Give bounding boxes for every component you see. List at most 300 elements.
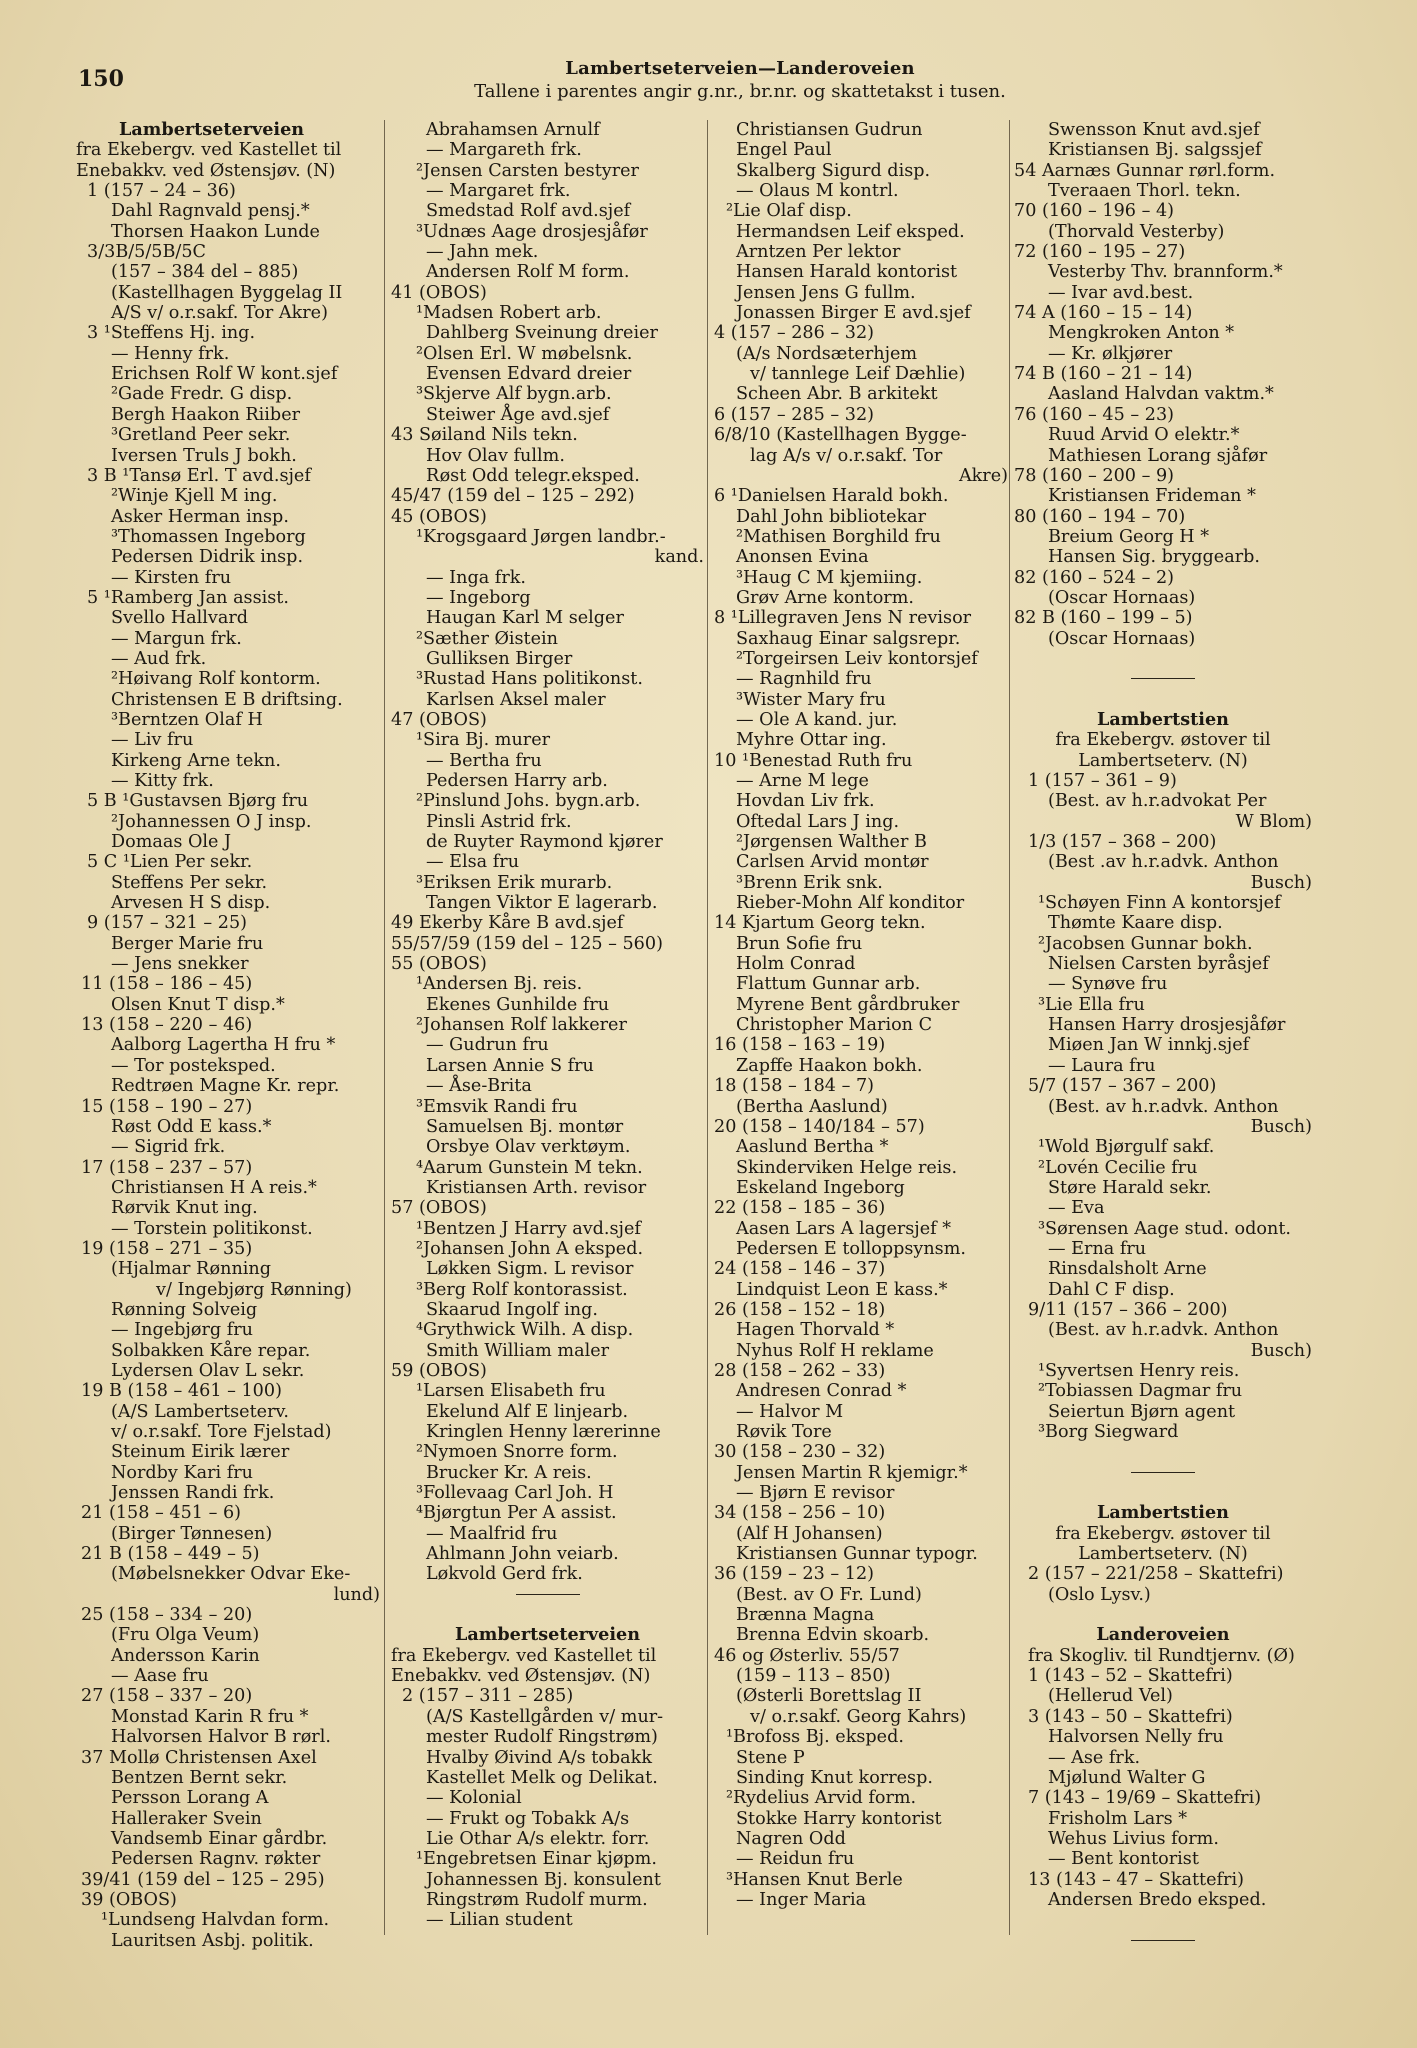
directory-line	[1014, 1727, 1312, 1747]
directory-line	[714, 1361, 1008, 1381]
column-4	[1014, 120, 1312, 1951]
directory-line	[714, 1402, 1008, 1422]
directory-line	[714, 1849, 1008, 1869]
entry-text: Dahl C F disp.	[1048, 1279, 1175, 1300]
directory-line	[1014, 588, 1312, 608]
directory-line	[391, 1097, 704, 1117]
directory-line	[714, 1809, 1008, 1829]
directory-line	[391, 954, 704, 974]
entry-text: ³Borg Siegward	[1038, 1422, 1179, 1442]
entry-text: Ruud Arvid O elektr.*	[1048, 425, 1240, 446]
entry-text: 55/57/59 (159 del – 125 – 560)	[391, 933, 663, 954]
entry-text: (159 – 113 – 850)	[736, 1666, 891, 1687]
entry-text: — Halvor M	[736, 1401, 844, 1422]
directory-line	[76, 446, 380, 466]
entry-text: Engel Paul	[736, 140, 832, 161]
entry-text: 11 (158 – 186 – 45)	[81, 974, 253, 995]
directory-line	[1014, 873, 1312, 893]
street-heading	[1014, 710, 1312, 730]
directory-line	[391, 303, 704, 323]
directory-line	[1014, 262, 1312, 282]
entry-text: — Åse-Brita	[426, 1076, 532, 1097]
entry-text: fra Ekebergv. ved Kastellet til	[391, 1645, 657, 1666]
entry-text: 5 C ¹Lien Per sekr.	[87, 852, 253, 873]
entry-text: Løkvold Gerd frk.	[426, 1564, 583, 1585]
directory-line	[1014, 771, 1312, 791]
entry-text: ⁴Bjørgtun Per A assist.	[416, 1503, 617, 1524]
directory-line	[1014, 1585, 1312, 1605]
directory-line	[391, 344, 704, 364]
directory-line	[714, 832, 1008, 852]
directory-line	[714, 1158, 1008, 1178]
column-divider	[384, 120, 385, 1935]
directory-line	[1014, 974, 1312, 994]
directory-line	[714, 303, 1008, 323]
directory-line	[714, 1097, 1008, 1117]
entry-text: fra Ekebergv. østover til	[1055, 730, 1271, 751]
entry-text: 15 (158 – 190 – 27)	[81, 1096, 253, 1117]
entry-text: — Inga frk.	[426, 567, 526, 588]
entry-text: Solbakken Kåre repar.	[111, 1340, 311, 1361]
entry-text: 27 (158 – 337 – 20)	[81, 1686, 253, 1707]
directory-line	[391, 1707, 704, 1727]
directory-line	[391, 384, 704, 404]
directory-line	[76, 1097, 380, 1117]
entry-text: ³Haug C M kjemiing.	[736, 567, 923, 588]
entry-text: Iversen Truls J bokh.	[111, 445, 297, 466]
entry-text: ³Emsvik Randi fru	[416, 1096, 578, 1117]
entry-text: Wehus Livius form.	[1048, 1828, 1219, 1849]
entry-text: Andersen Bredo ekspеd.	[1048, 1889, 1267, 1910]
directory-line	[1014, 1910, 1312, 1930]
directory-line	[391, 323, 704, 343]
entry-text: — Gudrun fru	[426, 1035, 549, 1056]
entry-text: — Aase fru	[111, 1666, 209, 1687]
entry-text: Sinding Knut korresp.	[736, 1767, 933, 1788]
directory-line	[1014, 791, 1312, 811]
entry-text: Dahlberg Sveinung dreier	[426, 323, 658, 344]
entry-text: Ahlmann John veiarb.	[426, 1544, 619, 1565]
directory-line	[1014, 222, 1312, 242]
directory-line	[714, 507, 1008, 527]
section-rule	[1014, 669, 1312, 689]
directory-line	[391, 771, 704, 791]
directory-line	[1014, 1239, 1312, 1259]
directory-line	[714, 608, 1008, 628]
directory-line	[76, 1625, 380, 1645]
entry-text: Christiansen H A reis.*	[111, 1177, 317, 1198]
directory-line	[714, 1829, 1008, 1849]
entry-text: — Kitty frk.	[111, 771, 214, 791]
entry-text: 7 (143 – 19/69 – Skattefri)	[1028, 1788, 1262, 1809]
directory-line	[76, 1219, 380, 1239]
entry-text: (Oscar Hornaas)	[1048, 587, 1196, 608]
directory-line	[714, 1483, 1008, 1503]
entry-text: Ekelund Alf E linjearb.	[426, 1401, 629, 1422]
entry-text: Halvorsen Halvor B rørl.	[111, 1727, 331, 1748]
directory-line	[76, 1402, 380, 1422]
directory-line	[76, 1361, 380, 1381]
directory-line	[714, 995, 1008, 1015]
directory-line	[391, 1442, 704, 1462]
directory-line	[391, 649, 704, 669]
entry-text: Larsen Annie S fru	[426, 1055, 594, 1076]
directory-line	[76, 1727, 380, 1747]
entry-text: — Tor postekspеd.	[111, 1055, 276, 1076]
entry-text: Asker Herman insp.	[111, 506, 289, 527]
page-number: 150	[78, 66, 124, 92]
entry-text: 20 (158 – 140/184 – 57)	[714, 1116, 925, 1137]
directory-line	[76, 934, 380, 954]
directory-line	[391, 1727, 704, 1747]
directory-line	[76, 344, 380, 364]
entry-text: 9/11 (157 – 366 – 200)	[1028, 1299, 1228, 1320]
directory-line	[391, 1666, 704, 1686]
entry-text: — Bent kontorist	[1048, 1849, 1199, 1870]
entry-text: ¹Brofoss Bj. ekspеd.	[726, 1727, 904, 1748]
entry-text: Ekenes Gunhilde fru	[426, 994, 610, 1015]
directory-line	[714, 710, 1008, 730]
directory-line	[391, 1341, 704, 1361]
entry-text: — Bjørn E revisor	[736, 1483, 895, 1504]
entry-text: — Erna fru	[1048, 1238, 1147, 1259]
entry-text: Jensen Martin R kjemigr.*	[736, 1462, 968, 1483]
directory-line	[714, 1585, 1008, 1605]
entry-text: 1 (157 – 361 – 9)	[1028, 771, 1177, 791]
entry-text: Jonassen Birger E avd.sjef	[736, 303, 971, 324]
directory-line	[714, 669, 1008, 689]
directory-line	[714, 262, 1008, 282]
directory-line	[391, 995, 704, 1015]
entry-text: Halvorsen Nelly fru	[1048, 1727, 1224, 1748]
divider-rule	[1131, 1940, 1195, 1941]
entry-text: ³Thomassen Ingeborg	[111, 526, 306, 547]
directory-line	[76, 1259, 380, 1279]
entry-text: (157 – 384 del – 885)	[111, 262, 299, 283]
directory-line	[1014, 446, 1312, 466]
entry-text: 74 A (160 – 15 – 14)	[1014, 303, 1193, 324]
entry-text: 82 (160 – 524 – 2)	[1014, 567, 1175, 588]
entry-text: ²Gade Fredr. G disp.	[111, 384, 293, 405]
directory-line	[391, 568, 704, 588]
entry-text: 21 B (158 – 449 – 5)	[81, 1544, 260, 1565]
entry-text: ⁴Aarum Gunstein M tekn.	[416, 1157, 643, 1178]
divider-rule	[1131, 1472, 1195, 1473]
directory-line	[391, 547, 704, 567]
entry-text: ¹Engebretsen Einar kjøpm.	[416, 1849, 657, 1870]
entry-text: de Ruyter Raymond kjører	[426, 832, 663, 853]
entry-text: Nordby Kari fru	[111, 1462, 253, 1483]
entry-text: Smith William maler	[426, 1340, 610, 1361]
entry-text: Andersson Karin	[111, 1645, 260, 1666]
directory-line	[391, 1117, 704, 1137]
entry-text: Hovdan Liv frk.	[736, 791, 875, 812]
directory-line	[1014, 1564, 1312, 1584]
directory-line	[1014, 1056, 1312, 1076]
entry-text: (Bertha Aaslund)	[736, 1096, 888, 1117]
entry-text: Lindquist Leon E kass.*	[736, 1279, 948, 1300]
entry-text: Arvesen H S disp.	[111, 893, 271, 914]
directory-line	[76, 771, 380, 791]
entry-text: Dahl John bibliotekar	[736, 506, 927, 527]
directory-line	[1014, 812, 1312, 832]
entry-text: 1 (157 – 24 – 36)	[87, 181, 236, 202]
directory-line	[1014, 934, 1312, 954]
entry-text: Lauritsen Asbj. politik.	[111, 1930, 314, 1951]
street-heading	[391, 1625, 704, 1645]
directory-line	[714, 588, 1008, 608]
directory-line	[714, 323, 1008, 343]
directory-line	[1014, 1117, 1312, 1137]
directory-line	[1014, 140, 1312, 160]
entry-text: 28 (158 – 262 – 33)	[714, 1360, 886, 1381]
directory-line	[76, 873, 380, 893]
entry-text: ²Rydelius Arvid form.	[726, 1788, 917, 1809]
entry-text: Lie Othar A/s elektr. forr.	[426, 1828, 650, 1849]
entry-text: Christiansen Gudrun	[736, 120, 923, 140]
directory-line	[76, 913, 380, 933]
directory-line	[714, 1605, 1008, 1625]
directory-line	[1014, 405, 1312, 425]
entry-text: 74 B (160 – 21 – 14)	[1014, 364, 1193, 385]
entry-text: Pedersen Didrik insp.	[111, 547, 304, 568]
directory-line	[391, 1503, 704, 1523]
entry-text: Brænna Magna	[736, 1605, 875, 1626]
section-rule	[391, 1585, 704, 1605]
directory-line	[714, 1035, 1008, 1055]
entry-text: Røst Odd telegr.ekspеd.	[426, 465, 640, 486]
directory-line	[76, 201, 380, 221]
directory-line	[391, 751, 704, 771]
entry-text: 78 (160 – 200 – 9)	[1014, 465, 1175, 486]
entry-text: ¹Syvertsen Henry reis.	[1038, 1360, 1240, 1381]
entry-text: 6 ¹Danielsen Harald bokh.	[714, 486, 949, 507]
directory-line	[1014, 730, 1312, 750]
entry-text: Smedstad Rolf avd.sjef	[426, 201, 631, 222]
directory-line	[391, 283, 704, 303]
entry-text: Orsbye Olav verktøym.	[426, 1137, 631, 1158]
entry-text: Skalberg Sigurd disp.	[736, 160, 931, 181]
entry-text: (Hjalmar Rønning	[111, 1259, 272, 1280]
directory-line	[391, 1870, 704, 1890]
entry-text: Abrahamsen Arnulf	[426, 120, 600, 140]
entry-text: Anonsen Evina	[736, 547, 869, 568]
entry-text: 1 (143 – 52 – Skattefri)	[1028, 1666, 1233, 1687]
page-title: Lambertseterveien—Landeroveien	[565, 58, 915, 79]
entry-text: ²Johansen Rolf lakkerer	[416, 1015, 627, 1036]
entry-text: ²Sæther Øistein	[416, 628, 558, 649]
entry-text: Gulliksen Birger	[426, 648, 573, 669]
entry-text: v/ o.r.sakf. Tore Fjelstad)	[111, 1422, 332, 1442]
directory-line	[714, 751, 1008, 771]
entry-text: Aasen Lars A lagersjef *	[736, 1218, 952, 1239]
entry-text: (A/S Kastellgården v/ mur-	[426, 1706, 664, 1727]
entry-text: ²Nymoen Snorre form.	[416, 1442, 618, 1463]
directory-line	[1014, 527, 1312, 547]
entry-text: Tangen Viktor E lagerarb.	[426, 893, 658, 914]
directory-line	[1014, 1341, 1312, 1361]
directory-line	[714, 1381, 1008, 1401]
directory-line	[76, 1442, 380, 1462]
directory-line	[391, 1361, 704, 1381]
entry-text: Zapffe Haakon bokh.	[736, 1055, 923, 1076]
entry-text: — Synøve fru	[1048, 974, 1168, 995]
entry-text: (Best. av h.r.advk. Anthon	[1048, 1320, 1279, 1341]
entry-text: Kristiansen Arth. revisor	[426, 1177, 647, 1198]
directory-line	[391, 1422, 704, 1442]
directory-line	[714, 1503, 1008, 1523]
entry-text: 39/41 (159 del – 125 – 295)	[81, 1869, 325, 1890]
directory-line	[391, 1239, 704, 1259]
directory-line	[76, 1463, 380, 1483]
entry-text: Rønning Solveig	[111, 1299, 258, 1320]
directory-line	[1014, 364, 1312, 384]
entry-text: Christensen E B driftsing.	[111, 689, 343, 710]
entry-text: Mengkroken Anton *	[1048, 323, 1235, 344]
entry-text: 8 ¹Lillegraven Jens N revisor	[714, 608, 972, 629]
entry-text: ¹Wold Bjørgulf sakf.	[1038, 1137, 1215, 1158]
entry-text: — Margaret frk.	[426, 181, 571, 202]
directory-line	[76, 1178, 380, 1198]
entry-text: — Jens snekker	[111, 954, 249, 975]
directory-line	[391, 730, 704, 750]
street-heading	[1014, 1503, 1312, 1523]
directory-line	[391, 1381, 704, 1401]
directory-line	[714, 1280, 1008, 1300]
entry-text: Olsen Knut T disp.*	[111, 994, 285, 1015]
directory-line	[714, 1137, 1008, 1157]
directory-line	[76, 1056, 380, 1076]
entry-text: ³Skjerve Alf bygn.arb.	[416, 384, 612, 405]
directory-line	[1014, 120, 1312, 140]
entry-text: 80 (160 – 194 – 70)	[1014, 506, 1186, 527]
entry-text: — Maalfrid fru	[426, 1523, 558, 1544]
street-heading	[76, 120, 380, 140]
directory-line	[76, 608, 380, 628]
entry-text: 26 (158 – 152 – 18)	[714, 1299, 886, 1320]
entry-text: 45 (OBOS)	[391, 506, 487, 527]
entry-text: ³Rustad Hans politikonst.	[416, 669, 643, 690]
street-name: Lambertstien	[1097, 708, 1229, 730]
directory-line	[391, 710, 704, 730]
directory-line	[714, 547, 1008, 567]
entry-text: ³Brenn Erik snk.	[736, 872, 883, 893]
directory-line	[391, 588, 704, 608]
directory-line	[1014, 1097, 1312, 1117]
entry-text: — Ase frk.	[1048, 1747, 1141, 1768]
directory-line	[391, 466, 704, 486]
directory-line	[76, 262, 380, 282]
entry-text: Busch)	[1250, 1340, 1312, 1361]
directory-line	[714, 1422, 1008, 1442]
entry-text: ³Hansen Knut Berle	[726, 1869, 903, 1890]
entry-text: (Alf H Johansen)	[736, 1523, 883, 1544]
entry-text: — Elsa fru	[426, 852, 520, 873]
entry-text: — Kirsten fru	[111, 567, 232, 588]
entry-text: lag A/s v/ o.r.sakf. Tor	[750, 445, 943, 466]
entry-text: — Sigrid frk.	[111, 1137, 226, 1158]
entry-text: — Ole A kand. jur.	[736, 709, 898, 730]
entry-text: — Lilian student	[426, 1910, 573, 1931]
directory-line	[1014, 1707, 1312, 1727]
directory-line	[714, 1259, 1008, 1279]
directory-line	[76, 1198, 380, 1218]
entry-text: ²Torgeirsen Leiv kontorsjef	[736, 648, 978, 669]
directory-line	[76, 1300, 380, 1320]
directory-line	[1014, 1829, 1312, 1849]
directory-line	[714, 364, 1008, 384]
entry-text: (Oslo Lysv.)	[1048, 1584, 1151, 1605]
directory-line	[1014, 649, 1312, 669]
entry-text: 17 (158 – 237 – 57)	[81, 1157, 253, 1178]
entry-text: Saxhaug Einar salgsrepr.	[736, 628, 961, 649]
directory-line	[391, 1646, 704, 1666]
street-name: Lambertseterveien	[119, 119, 305, 140]
street-name: Lambertstien	[1097, 1502, 1229, 1524]
entry-text: Thømte Kaare disp.	[1048, 913, 1223, 934]
directory-line	[76, 1158, 380, 1178]
directory-line	[391, 1686, 704, 1706]
directory-line	[1014, 466, 1312, 486]
directory-line	[76, 303, 380, 323]
entry-text: Støre Harald sekr.	[1048, 1177, 1212, 1198]
entry-text: ¹Andersen Bj. reis.	[416, 974, 583, 995]
entry-text: Miøen Jan W innkj.sjef	[1048, 1035, 1250, 1056]
directory-line	[1014, 893, 1312, 913]
entry-text: (Oscar Hornaas)	[1048, 628, 1196, 649]
directory-line	[76, 649, 380, 669]
entry-text: Kirkeng Arne tekn.	[111, 750, 281, 771]
entry-text: Lambertseterv. (N)	[1078, 750, 1248, 771]
entry-text: Bentzen Bernt sekr.	[111, 1767, 288, 1788]
directory-line	[391, 1158, 704, 1178]
divider-rule	[516, 1594, 580, 1595]
column-divider	[707, 120, 708, 1935]
directory-line	[714, 1117, 1008, 1137]
directory-line	[391, 1056, 704, 1076]
directory-line	[1014, 832, 1312, 852]
entry-text: Nyhus Rolf H reklame	[736, 1340, 934, 1361]
entry-text: Løkken Sigm. L revisor	[426, 1259, 634, 1280]
directory-line	[1014, 1870, 1312, 1890]
directory-line	[391, 507, 704, 527]
directory-line	[714, 730, 1008, 750]
directory-line	[391, 1768, 704, 1788]
directory-line	[714, 1768, 1008, 1788]
directory-line	[1014, 608, 1312, 628]
directory-line	[714, 873, 1008, 893]
directory-line	[76, 1422, 380, 1442]
directory-line	[1014, 1198, 1312, 1218]
directory-line	[391, 1300, 704, 1320]
directory-line	[391, 1564, 704, 1584]
directory-line	[76, 1605, 380, 1625]
directory-line	[76, 1341, 380, 1361]
directory-line	[76, 1524, 380, 1544]
entry-text: 47 (OBOS)	[391, 709, 487, 730]
directory-line	[714, 120, 1008, 140]
directory-line	[714, 1463, 1008, 1483]
entry-text: ⁴Grythwick Wilh. A disp.	[416, 1320, 634, 1341]
entry-text: 39 (OBOS)	[81, 1889, 177, 1910]
entry-text: — Ingebjørg fru	[111, 1320, 253, 1341]
directory-line	[76, 161, 380, 181]
entry-text: (A/S Lambertseterv.	[111, 1401, 289, 1422]
entry-text: Brucker Kr. A reis.	[426, 1462, 592, 1483]
directory-line	[391, 1788, 704, 1808]
directory-line	[391, 222, 704, 242]
directory-line	[714, 446, 1008, 466]
